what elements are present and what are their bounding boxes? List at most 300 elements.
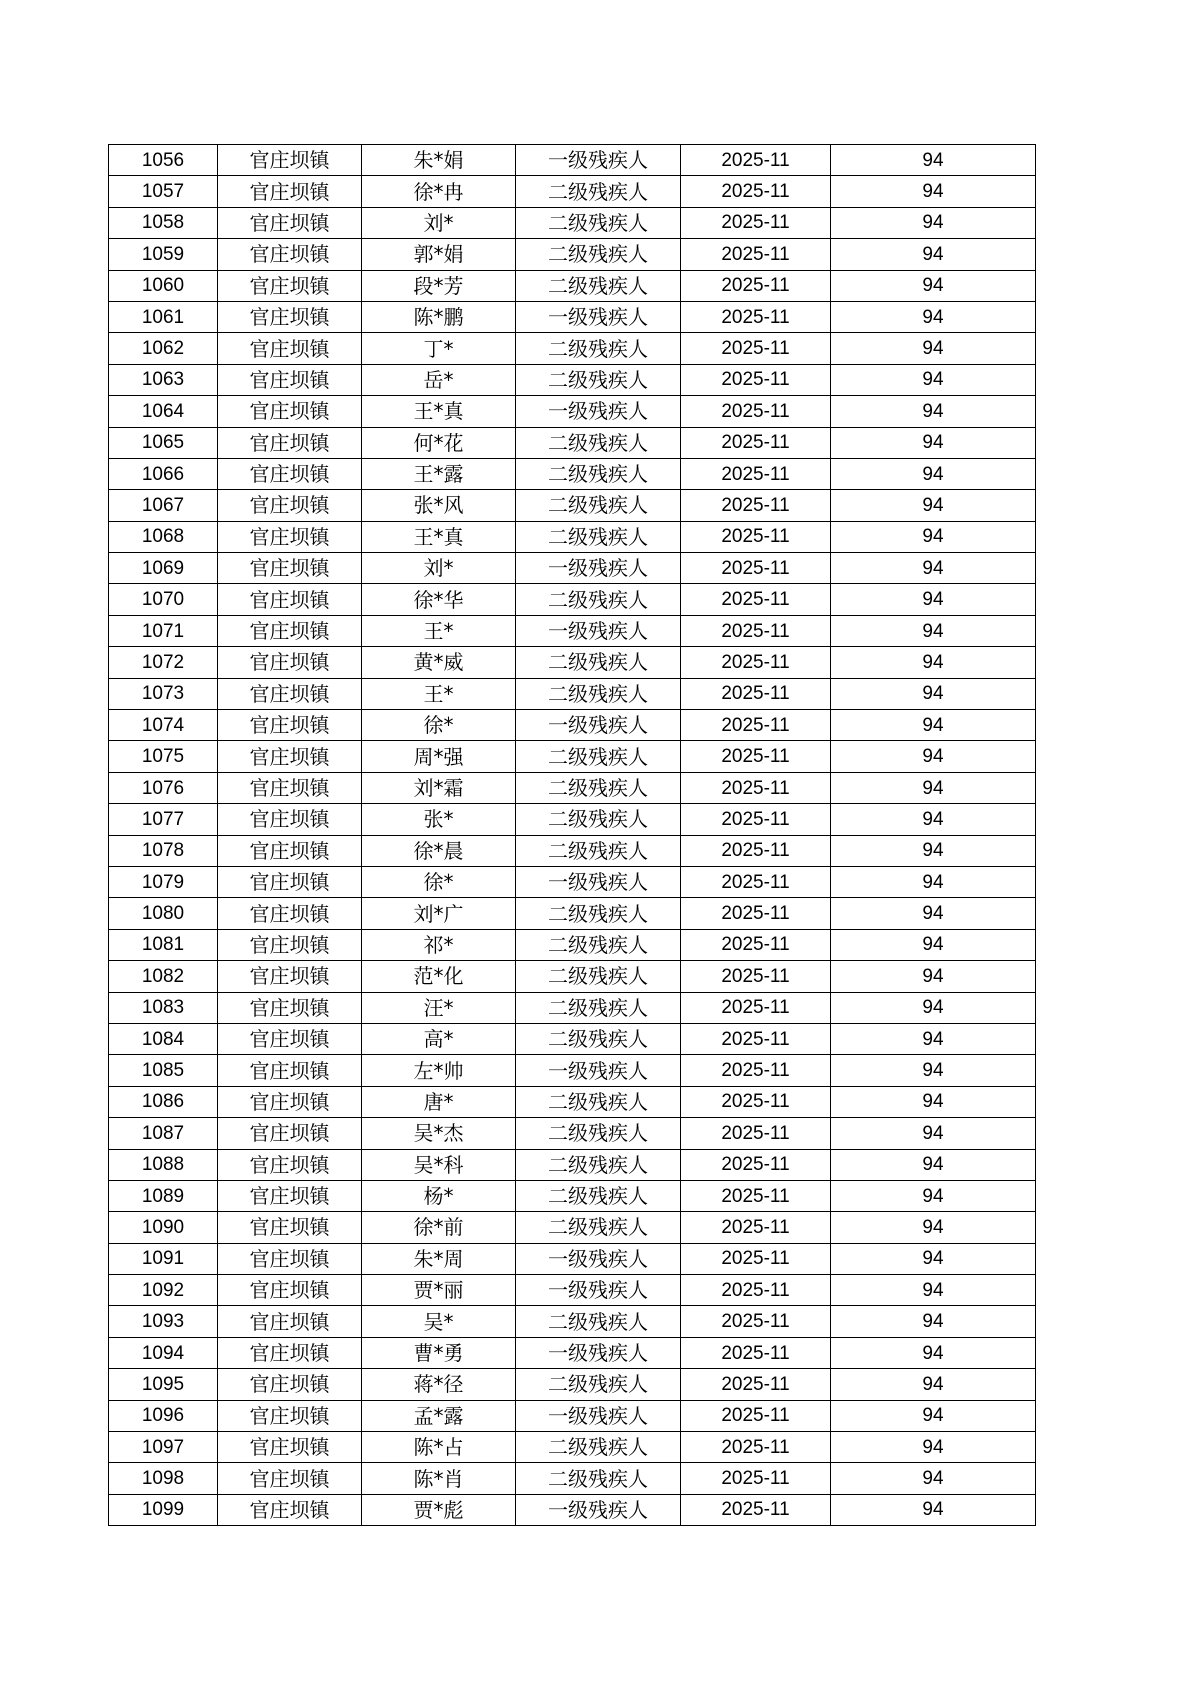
cell-id: 1096 [109,1400,218,1431]
cell-id: 1072 [109,647,218,678]
cell-town: 官庄坝镇 [218,396,362,427]
cell-amount: 94 [831,615,1036,646]
cell-amount: 94 [831,929,1036,960]
table-row [109,1023,1036,1054]
cell-amount: 94 [831,396,1036,427]
cell-disability-level: 一级残疾人 [516,1337,681,1368]
cell-town: 官庄坝镇 [218,427,362,458]
cell-name: 岳* [362,364,516,395]
table-row [109,1369,1036,1400]
cell-month: 2025-11 [681,992,831,1023]
cell-name: 徐* [362,710,516,741]
cell-town: 官庄坝镇 [218,301,362,332]
cell-disability-level: 二级残疾人 [516,521,681,552]
cell-town: 官庄坝镇 [218,1494,362,1525]
cell-id: 1060 [109,270,218,301]
cell-town: 官庄坝镇 [218,929,362,960]
cell-amount: 94 [831,1369,1036,1400]
cell-name: 刘*霜 [362,772,516,803]
table-row [109,207,1036,238]
cell-amount: 94 [831,1212,1036,1243]
cell-town: 官庄坝镇 [218,1055,362,1086]
cell-month: 2025-11 [681,866,831,897]
cell-id: 1092 [109,1275,218,1306]
cell-amount: 94 [831,804,1036,835]
cell-town: 官庄坝镇 [218,1400,362,1431]
cell-town: 官庄坝镇 [218,1337,362,1368]
cell-month: 2025-11 [681,1432,831,1463]
cell-id: 1099 [109,1494,218,1525]
cell-town: 官庄坝镇 [218,678,362,709]
cell-id: 1071 [109,615,218,646]
cell-disability-level: 一级残疾人 [516,301,681,332]
table-row [109,270,1036,301]
cell-id: 1091 [109,1243,218,1274]
cell-name: 周*强 [362,741,516,772]
cell-disability-level: 一级残疾人 [516,396,681,427]
cell-name: 刘* [362,553,516,584]
cell-amount: 94 [831,270,1036,301]
cell-id: 1079 [109,866,218,897]
cell-name: 丁* [362,333,516,364]
cell-month: 2025-11 [681,929,831,960]
cell-month: 2025-11 [681,521,831,552]
cell-town: 官庄坝镇 [218,1118,362,1149]
cell-amount: 94 [831,866,1036,897]
cell-month: 2025-11 [681,1086,831,1117]
cell-name: 刘*广 [362,898,516,929]
cell-town: 官庄坝镇 [218,772,362,803]
table-row [109,458,1036,489]
cell-name: 黄*威 [362,647,516,678]
cell-amount: 94 [831,145,1036,176]
cell-amount: 94 [831,1180,1036,1211]
cell-month: 2025-11 [681,678,831,709]
table-row [109,1086,1036,1117]
cell-month: 2025-11 [681,1149,831,1180]
cell-town: 官庄坝镇 [218,1369,362,1400]
cell-disability-level: 二级残疾人 [516,458,681,489]
cell-name: 吴* [362,1306,516,1337]
cell-disability-level: 二级残疾人 [516,427,681,458]
table-row [109,301,1036,332]
cell-amount: 94 [831,553,1036,584]
cell-amount: 94 [831,427,1036,458]
cell-name: 王* [362,615,516,646]
cell-town: 官庄坝镇 [218,835,362,866]
table-row [109,961,1036,992]
cell-name: 王* [362,678,516,709]
cell-town: 官庄坝镇 [218,239,362,270]
cell-disability-level: 一级残疾人 [516,1494,681,1525]
cell-town: 官庄坝镇 [218,553,362,584]
cell-town: 官庄坝镇 [218,458,362,489]
table-row [109,584,1036,615]
cell-id: 1095 [109,1369,218,1400]
cell-amount: 94 [831,992,1036,1023]
cell-month: 2025-11 [681,490,831,521]
cell-town: 官庄坝镇 [218,176,362,207]
table-row [109,396,1036,427]
table-row [109,1180,1036,1211]
cell-month: 2025-11 [681,961,831,992]
table-row [109,1306,1036,1337]
cell-amount: 94 [831,490,1036,521]
cell-disability-level: 二级残疾人 [516,364,681,395]
cell-town: 官庄坝镇 [218,364,362,395]
cell-amount: 94 [831,741,1036,772]
cell-disability-level: 二级残疾人 [516,333,681,364]
cell-month: 2025-11 [681,364,831,395]
cell-disability-level: 一级残疾人 [516,1243,681,1274]
cell-id: 1075 [109,741,218,772]
table-row [109,1463,1036,1494]
cell-month: 2025-11 [681,584,831,615]
cell-amount: 94 [831,207,1036,238]
cell-amount: 94 [831,1118,1036,1149]
cell-id: 1064 [109,396,218,427]
cell-id: 1089 [109,1180,218,1211]
cell-disability-level: 二级残疾人 [516,772,681,803]
cell-amount: 94 [831,176,1036,207]
cell-amount: 94 [831,1337,1036,1368]
table-row [109,364,1036,395]
table-row [109,176,1036,207]
table-row [109,333,1036,364]
cell-month: 2025-11 [681,1275,831,1306]
cell-id: 1093 [109,1306,218,1337]
cell-amount: 94 [831,678,1036,709]
cell-town: 官庄坝镇 [218,1149,362,1180]
cell-town: 官庄坝镇 [218,898,362,929]
cell-name: 范*化 [362,961,516,992]
cell-month: 2025-11 [681,458,831,489]
cell-name: 王*真 [362,396,516,427]
cell-month: 2025-11 [681,553,831,584]
cell-id: 1065 [109,427,218,458]
cell-amount: 94 [831,647,1036,678]
table-body [109,145,1036,1526]
cell-month: 2025-11 [681,1243,831,1274]
cell-month: 2025-11 [681,1118,831,1149]
cell-name: 张*风 [362,490,516,521]
cell-month: 2025-11 [681,772,831,803]
cell-id: 1073 [109,678,218,709]
cell-amount: 94 [831,898,1036,929]
cell-id: 1083 [109,992,218,1023]
cell-name: 刘* [362,207,516,238]
cell-disability-level: 二级残疾人 [516,270,681,301]
cell-month: 2025-11 [681,1494,831,1525]
table-row [109,898,1036,929]
cell-id: 1082 [109,961,218,992]
cell-name: 陈*鹏 [362,301,516,332]
cell-month: 2025-11 [681,1337,831,1368]
table-row [109,145,1036,176]
cell-amount: 94 [831,961,1036,992]
cell-town: 官庄坝镇 [218,1463,362,1494]
cell-name: 张* [362,804,516,835]
cell-month: 2025-11 [681,710,831,741]
cell-disability-level: 二级残疾人 [516,1180,681,1211]
cell-month: 2025-11 [681,396,831,427]
cell-name: 郭*娟 [362,239,516,270]
table-row [109,427,1036,458]
cell-disability-level: 二级残疾人 [516,1212,681,1243]
cell-name: 段*芳 [362,270,516,301]
cell-town: 官庄坝镇 [218,615,362,646]
cell-name: 陈*占 [362,1432,516,1463]
cell-town: 官庄坝镇 [218,270,362,301]
table-row [109,1212,1036,1243]
cell-disability-level: 二级残疾人 [516,1149,681,1180]
cell-disability-level: 二级残疾人 [516,1023,681,1054]
table-row [109,521,1036,552]
cell-amount: 94 [831,1055,1036,1086]
cell-id: 1068 [109,521,218,552]
cell-town: 官庄坝镇 [218,741,362,772]
table-row [109,1337,1036,1368]
table-row [109,490,1036,521]
table-row [109,678,1036,709]
cell-name: 高* [362,1023,516,1054]
cell-disability-level: 二级残疾人 [516,176,681,207]
cell-month: 2025-11 [681,1055,831,1086]
cell-amount: 94 [831,1463,1036,1494]
cell-amount: 94 [831,1494,1036,1525]
cell-town: 官庄坝镇 [218,207,362,238]
cell-name: 吴*杰 [362,1118,516,1149]
cell-id: 1056 [109,145,218,176]
table-row [109,1432,1036,1463]
cell-disability-level: 一级残疾人 [516,1400,681,1431]
table-row [109,929,1036,960]
cell-month: 2025-11 [681,176,831,207]
cell-name: 陈*肖 [362,1463,516,1494]
cell-month: 2025-11 [681,1180,831,1211]
cell-id: 1074 [109,710,218,741]
cell-month: 2025-11 [681,1306,831,1337]
cell-id: 1080 [109,898,218,929]
table-row [109,1400,1036,1431]
cell-amount: 94 [831,333,1036,364]
cell-name: 祁* [362,929,516,960]
cell-amount: 94 [831,1086,1036,1117]
cell-amount: 94 [831,584,1036,615]
cell-amount: 94 [831,772,1036,803]
cell-town: 官庄坝镇 [218,1306,362,1337]
cell-name: 朱*娟 [362,145,516,176]
cell-disability-level: 二级残疾人 [516,1463,681,1494]
cell-name: 王*露 [362,458,516,489]
cell-month: 2025-11 [681,1369,831,1400]
cell-disability-level: 一级残疾人 [516,866,681,897]
cell-town: 官庄坝镇 [218,1086,362,1117]
cell-id: 1097 [109,1432,218,1463]
cell-name: 何*花 [362,427,516,458]
cell-name: 汪* [362,992,516,1023]
cell-id: 1088 [109,1149,218,1180]
cell-disability-level: 二级残疾人 [516,584,681,615]
cell-town: 官庄坝镇 [218,710,362,741]
table-row [109,1494,1036,1525]
cell-month: 2025-11 [681,333,831,364]
cell-id: 1063 [109,364,218,395]
table-row [109,615,1036,646]
cell-name: 徐*冉 [362,176,516,207]
cell-name: 徐*晨 [362,835,516,866]
cell-town: 官庄坝镇 [218,584,362,615]
cell-amount: 94 [831,1275,1036,1306]
cell-amount: 94 [831,1149,1036,1180]
cell-town: 官庄坝镇 [218,866,362,897]
cell-town: 官庄坝镇 [218,1023,362,1054]
table-row [109,1243,1036,1274]
cell-id: 1094 [109,1337,218,1368]
cell-town: 官庄坝镇 [218,490,362,521]
cell-month: 2025-11 [681,239,831,270]
cell-disability-level: 一级残疾人 [516,1055,681,1086]
cell-name: 曹*勇 [362,1337,516,1368]
table-row [109,1149,1036,1180]
cell-amount: 94 [831,1023,1036,1054]
cell-amount: 94 [831,458,1036,489]
cell-id: 1070 [109,584,218,615]
cell-town: 官庄坝镇 [218,1180,362,1211]
cell-disability-level: 一级残疾人 [516,1275,681,1306]
cell-amount: 94 [831,521,1036,552]
cell-disability-level: 二级残疾人 [516,929,681,960]
cell-disability-level: 二级残疾人 [516,207,681,238]
cell-town: 官庄坝镇 [218,992,362,1023]
cell-id: 1098 [109,1463,218,1494]
cell-disability-level: 一级残疾人 [516,710,681,741]
cell-name: 蒋*径 [362,1369,516,1400]
cell-name: 徐*前 [362,1212,516,1243]
cell-town: 官庄坝镇 [218,1275,362,1306]
cell-disability-level: 二级残疾人 [516,1369,681,1400]
cell-disability-level: 二级残疾人 [516,804,681,835]
cell-disability-level: 二级残疾人 [516,678,681,709]
cell-name: 徐* [362,866,516,897]
cell-id: 1059 [109,239,218,270]
cell-id: 1078 [109,835,218,866]
cell-month: 2025-11 [681,741,831,772]
cell-amount: 94 [831,835,1036,866]
cell-id: 1086 [109,1086,218,1117]
cell-id: 1076 [109,772,218,803]
cell-month: 2025-11 [681,145,831,176]
cell-id: 1087 [109,1118,218,1149]
table-row [109,741,1036,772]
table-row [109,239,1036,270]
cell-name: 杨* [362,1180,516,1211]
cell-month: 2025-11 [681,207,831,238]
cell-id: 1085 [109,1055,218,1086]
cell-name: 贾*丽 [362,1275,516,1306]
cell-amount: 94 [831,1243,1036,1274]
cell-town: 官庄坝镇 [218,804,362,835]
cell-amount: 94 [831,301,1036,332]
cell-name: 朱*周 [362,1243,516,1274]
cell-disability-level: 二级残疾人 [516,1086,681,1117]
cell-name: 吴*科 [362,1149,516,1180]
table-row [109,553,1036,584]
cell-disability-level: 二级残疾人 [516,835,681,866]
table-row [109,710,1036,741]
cell-month: 2025-11 [681,647,831,678]
table-row [109,835,1036,866]
cell-name: 徐*华 [362,584,516,615]
cell-disability-level: 一级残疾人 [516,615,681,646]
cell-id: 1077 [109,804,218,835]
cell-disability-level: 二级残疾人 [516,1432,681,1463]
cell-id: 1057 [109,176,218,207]
cell-month: 2025-11 [681,427,831,458]
table-row [109,866,1036,897]
cell-id: 1090 [109,1212,218,1243]
cell-month: 2025-11 [681,1023,831,1054]
cell-town: 官庄坝镇 [218,145,362,176]
cell-amount: 94 [831,1400,1036,1431]
cell-id: 1084 [109,1023,218,1054]
cell-town: 官庄坝镇 [218,333,362,364]
cell-id: 1061 [109,301,218,332]
cell-amount: 94 [831,1306,1036,1337]
cell-disability-level: 二级残疾人 [516,741,681,772]
cell-id: 1081 [109,929,218,960]
cell-amount: 94 [831,239,1036,270]
cell-month: 2025-11 [681,835,831,866]
cell-id: 1062 [109,333,218,364]
cell-disability-level: 二级残疾人 [516,239,681,270]
cell-month: 2025-11 [681,301,831,332]
cell-disability-level: 二级残疾人 [516,647,681,678]
table-row [109,1055,1036,1086]
cell-town: 官庄坝镇 [218,521,362,552]
table-row [109,804,1036,835]
table-row [109,1275,1036,1306]
cell-name: 王*真 [362,521,516,552]
cell-month: 2025-11 [681,1400,831,1431]
cell-name: 左*帅 [362,1055,516,1086]
table-row [109,647,1036,678]
cell-town: 官庄坝镇 [218,1243,362,1274]
cell-id: 1067 [109,490,218,521]
cell-name: 孟*露 [362,1400,516,1431]
cell-month: 2025-11 [681,804,831,835]
cell-disability-level: 二级残疾人 [516,490,681,521]
cell-disability-level: 二级残疾人 [516,1306,681,1337]
cell-id: 1058 [109,207,218,238]
cell-disability-level: 一级残疾人 [516,553,681,584]
cell-town: 官庄坝镇 [218,961,362,992]
cell-disability-level: 一级残疾人 [516,145,681,176]
cell-town: 官庄坝镇 [218,1212,362,1243]
cell-month: 2025-11 [681,898,831,929]
table-row [109,992,1036,1023]
cell-town: 官庄坝镇 [218,647,362,678]
cell-disability-level: 二级残疾人 [516,961,681,992]
cell-name: 贾*彪 [362,1494,516,1525]
cell-amount: 94 [831,364,1036,395]
cell-amount: 94 [831,710,1036,741]
cell-month: 2025-11 [681,615,831,646]
cell-name: 唐* [362,1086,516,1117]
cell-month: 2025-11 [681,1212,831,1243]
cell-disability-level: 二级残疾人 [516,898,681,929]
cell-id: 1066 [109,458,218,489]
